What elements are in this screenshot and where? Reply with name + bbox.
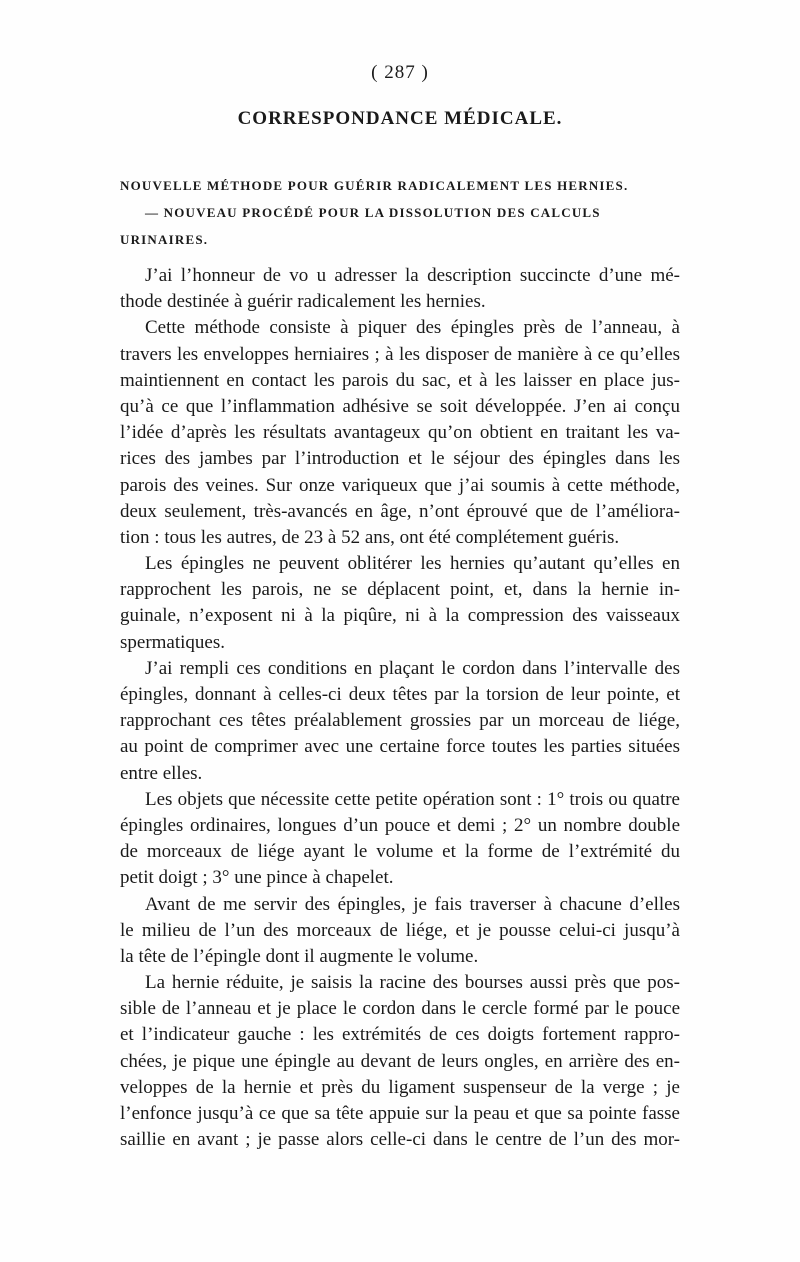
page-number: ( 287 ): [371, 62, 429, 83]
body-line: tion : tous les autres, de 23 à 52 ans, ont été complétement guéris.: [120, 526, 620, 548]
body-line: La hernie réduite, je saisis la racine des bourses aussi près que pos-: [145, 972, 680, 994]
body-line: l’enfonce jusqu’à ce que sa tête appuie sur la peau et que sa pointe fasse: [120, 1103, 680, 1124]
body-line: maintiennent en contact les parois du sac, et à les laisser en place jus-: [120, 369, 680, 391]
body-line: l’idée d’après les résultats avantageux qu’on obtient en traitant les va-: [120, 422, 680, 444]
body-line: spermatiques.: [120, 631, 226, 653]
body-line: deux seulement, très-avancés en âge, n’ont éprouvé que de l’améliora-: [120, 500, 680, 522]
body-line: veloppes de la hernie et près du ligament suspenseur de la verge ; je: [120, 1076, 680, 1098]
body-line: épingles, donnant à celles-ci deux têtes par la torsion de leur pointe, et: [120, 684, 680, 705]
body-line: thode destinée à guérir radicalement les hernies.: [120, 291, 486, 313]
body-line: au point de comprimer avec une certaine force toutes les parties situées: [120, 736, 680, 758]
body-line: parois des veines. Sur onze variqueux que j’ai soumis à cette méthode,: [120, 474, 680, 496]
body-line: travers les enveloppes herniaires ; à les disposer de manière à ce qu’elles: [120, 343, 680, 365]
body-line: rapprochent les parois, ne se déplacent point, et, dans la hernie in-: [120, 579, 680, 601]
body-line: épingles ordinaires, longues d’un pouce et demi ; 2° un nombre double: [120, 814, 680, 836]
body-line: J’ai l’honneur de vo u adresser la description succincte d’une mé-: [145, 265, 680, 286]
body-line: de morceaux de liége ayant le volume et la forme de l’extrémité du: [120, 841, 680, 863]
body-line: chées, je pique une épingle au devant de leurs ongles, en arrière des en-: [120, 1050, 680, 1072]
body-line: rapprochant ces têtes préalablement grossies par un morceau de liége,: [120, 710, 680, 732]
body-line: petit doigt ; 3° une pince à chapelet.: [120, 867, 394, 889]
body-line: et l’indicateur gauche : les extrémités de ces doigts fortement rappro-: [120, 1024, 680, 1046]
body-line: J’ai rempli ces conditions en plaçant le cordon dans l’intervalle des: [145, 657, 680, 679]
body-line: sible de l’anneau et je place le cordon dans le cercle formé par le pouce: [120, 998, 680, 1020]
body-line: rices des jambes par l’introduction et le séjour des épingles dans les: [120, 448, 680, 470]
body-line: saillie en avant ; je passe alors celle-ci dans le centre de l’un des mor-: [120, 1129, 680, 1151]
article-heading-line: URINAIRES.: [120, 232, 209, 247]
body-line: guinale, n’exposent ni à la piqûre, ni à la compression des vaisseaux: [120, 605, 680, 627]
section-title: CORRESPONDANCE MÉDICALE.: [237, 108, 563, 129]
body-line: le milieu de l’un des morceaux de liége, et je pousse celui-ci jusqu’à: [120, 919, 680, 941]
body-line: qu’à ce que l’inflammation adhésive se soit développée. J’en ai conçu: [120, 395, 680, 417]
body-line: Cette méthode consiste à piquer des épingles près de l’anneau, à: [145, 317, 680, 339]
body-line: Avant de me servir des épingles, je fais traverser à chacune d’elles: [145, 893, 680, 915]
article-heading-line: NOUVELLE MÉTHODE POUR GUÉRIR RADICALEMENT LES HERNIES.: [120, 178, 629, 193]
article-body: [120, 263, 680, 1153]
body-line: Les objets que nécessite cette petite opération sont : 1° trois ou quatre: [145, 788, 680, 810]
article-heading: [120, 172, 680, 253]
body-line: Les épingles ne peuvent oblitérer les hernies qu’autant qu’elles en: [145, 553, 680, 575]
body-line: la tête de l’épingle dont il augmente le volume.: [120, 945, 479, 967]
body-line: entre elles.: [120, 762, 203, 784]
article-heading-line: — NOUVEAU PROCÉDÉ POUR LA DISSOLUTION DES CALCULS: [145, 205, 601, 220]
